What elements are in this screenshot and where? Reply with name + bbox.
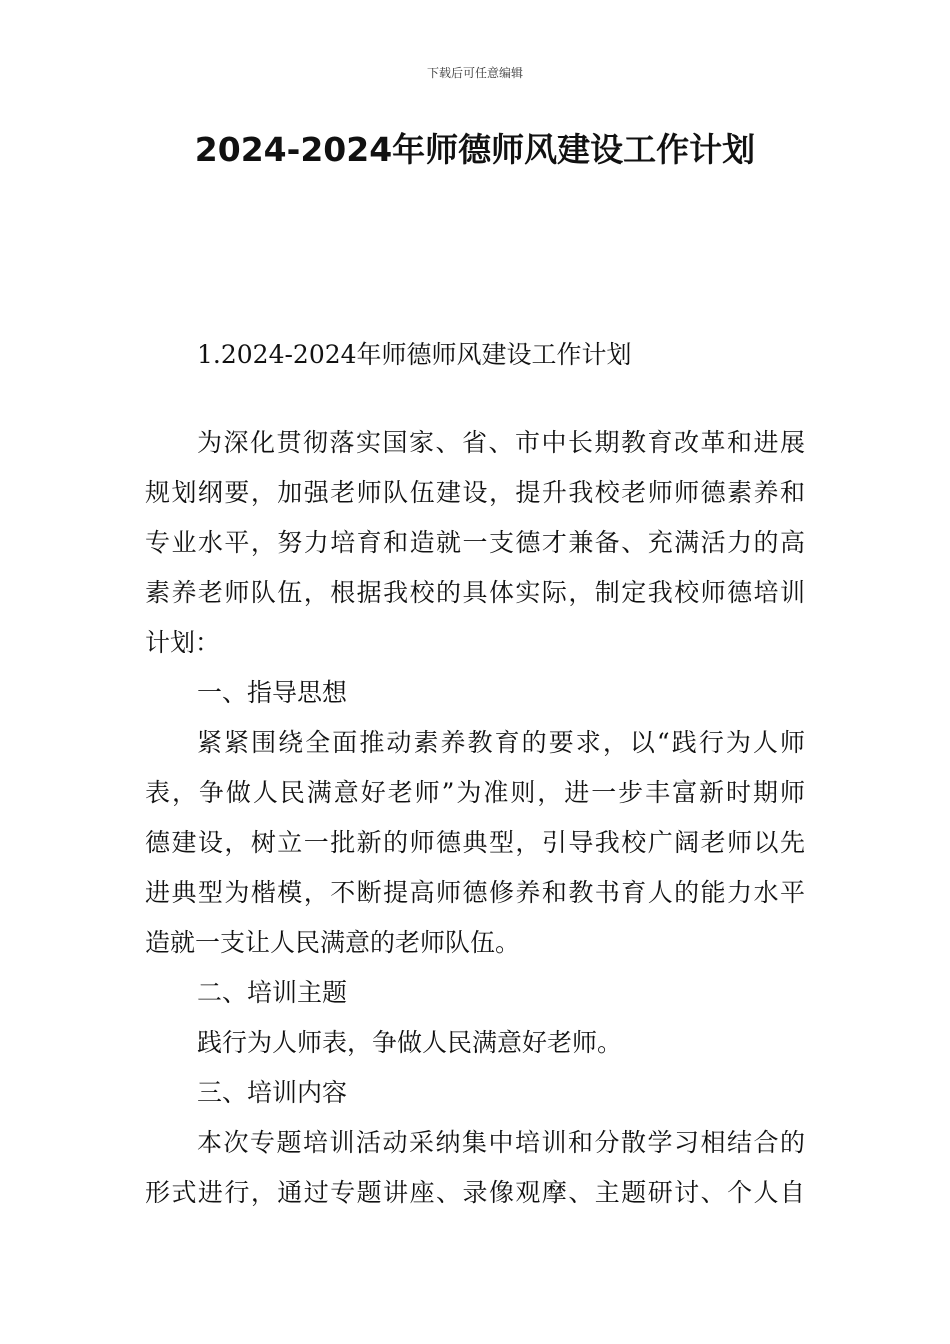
paragraph-line: 为深化贯彻落实国家、省、市中长期教育改革和进展 xyxy=(197,428,805,457)
paragraph-line: 规划纲要，加强老师队伍建设，提升我校老师师德素养和 xyxy=(145,478,805,507)
paragraph-line: 表，争做人民满意好老师”为准则，进一步丰富新时期师 xyxy=(145,778,805,807)
paragraph-line: 本次专题培训活动采纳集中培训和分散学习相结合的 xyxy=(197,1128,805,1157)
paragraph-line: 专业水平，努力培育和造就一支德才兼备、充满活力的高 xyxy=(145,528,805,557)
header-note: 下载后可任意编辑 xyxy=(426,66,523,80)
page-title: 2024-2024年师德师风建设工作计划 xyxy=(194,130,756,169)
section-heading: 三、培训内容 xyxy=(197,1078,348,1107)
paragraph-line: 素养老师队伍，根据我校的具体实际，制定我校师德培训 xyxy=(145,578,805,607)
paragraph-line: 德建设，树立一批新的师德典型，引导我校广阔老师以先 xyxy=(145,828,805,857)
paragraph-line: 形式进行，通过专题讲座、录像观摩、主题研讨、个人自 xyxy=(145,1178,805,1207)
paragraph-line: 计划： xyxy=(145,628,221,657)
paragraph-line: 造就一支让人民满意的老师队伍。 xyxy=(145,928,521,957)
paragraph-line: 践行为人师表，争做人民满意好老师。 xyxy=(197,1028,623,1057)
section-heading: 二、培训主题 xyxy=(197,978,348,1007)
paragraph-line: 紧紧围绕全面推动素养教育的要求，以“践行为人师 xyxy=(197,728,805,757)
section-heading: 1.2024-2024年师德师风建设工作计划 xyxy=(197,340,632,369)
paragraph-line: 进典型为楷模，不断提高师德修养和教书育人的能力水平 xyxy=(145,878,805,907)
section-heading: 一、指导思想 xyxy=(197,678,348,707)
document-body xyxy=(145,330,805,1218)
paragraph-gap xyxy=(145,380,805,418)
